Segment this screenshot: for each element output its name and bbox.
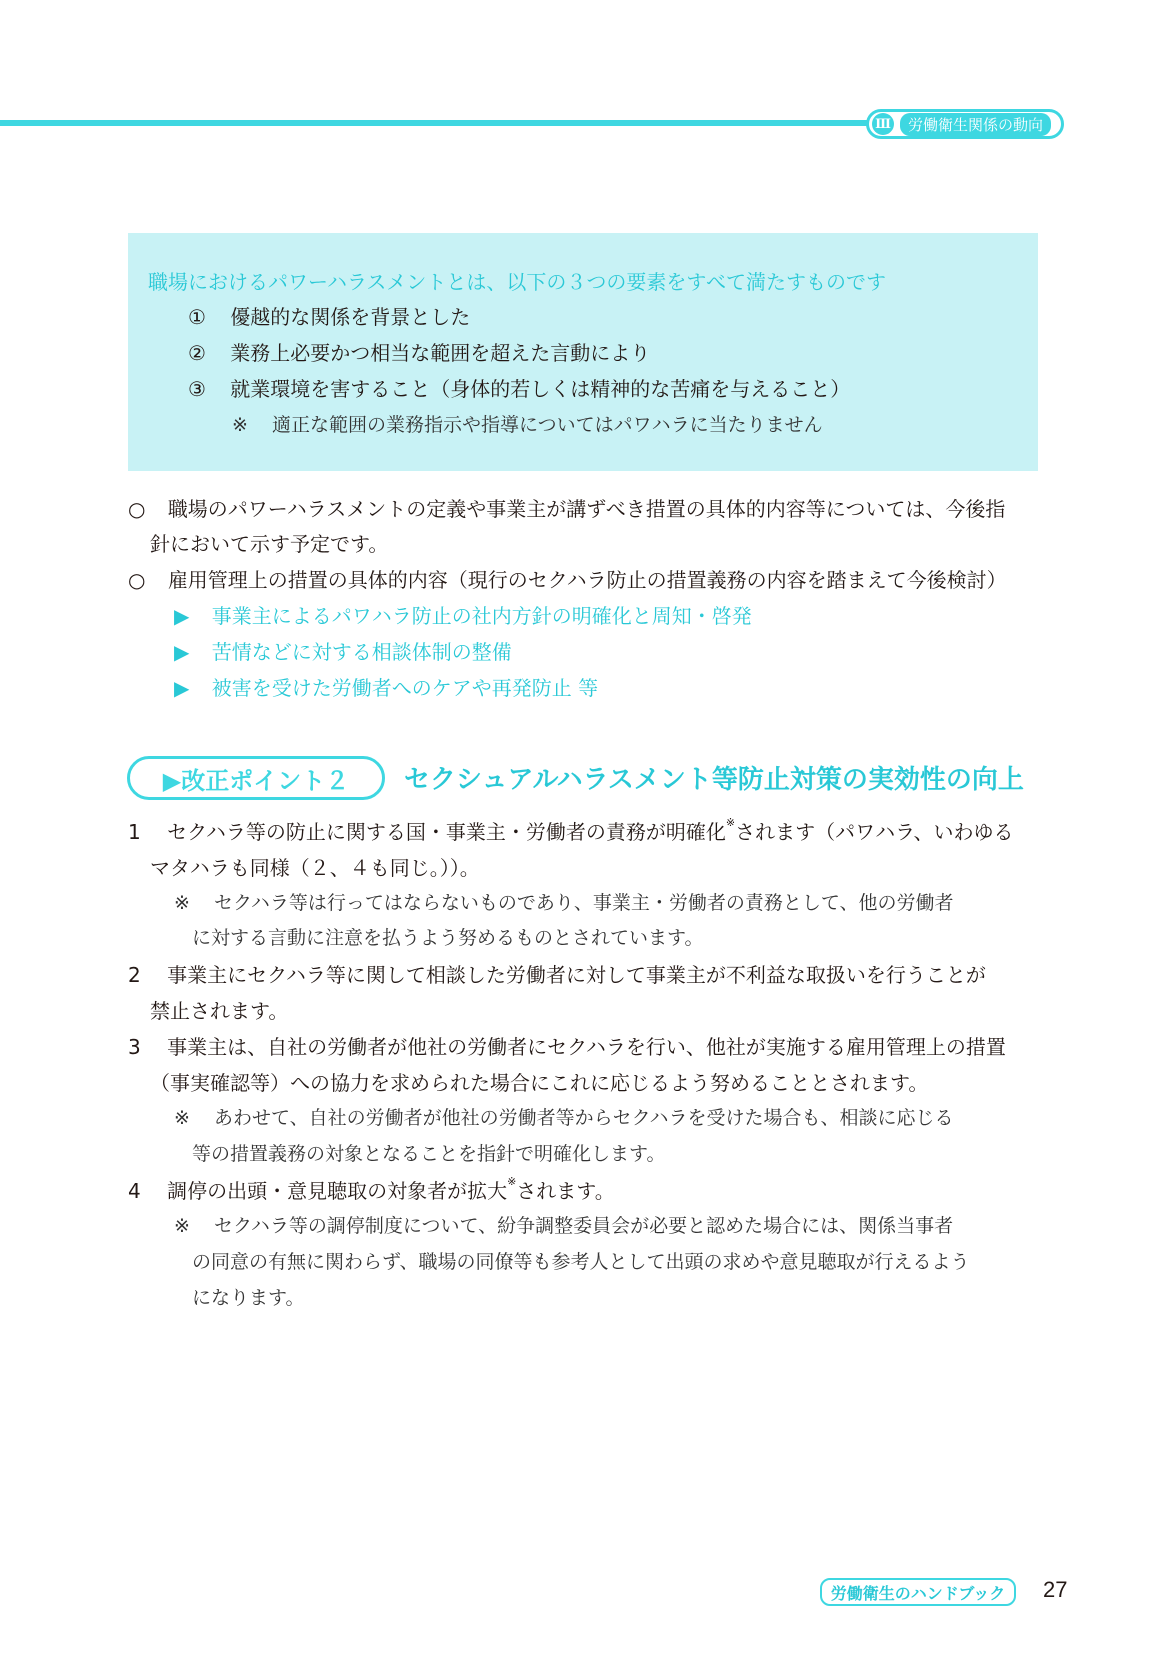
sub-bullet-text: 事業主によるパワハラ防止の社内方針の明確化と周知・啓発: [211, 604, 752, 628]
bullet-2: [128, 563, 1007, 597]
item-number: 4: [128, 1179, 141, 1203]
item-1: [128, 816, 1014, 845]
item-3-line-2: （事実確認等）への協力を求められた場合にこれに応じるよう努めることとされます。: [150, 1071, 929, 1095]
item-text: 優越的な関係を背景とした: [230, 305, 471, 329]
note-text: 適正な範囲の業務指示や指導についてはパワハラに当たりません: [271, 414, 823, 436]
chapter-badge: [866, 109, 1064, 139]
item-4-note-line-3: になります。: [192, 1287, 305, 1309]
bullet-text: 雇用管理上の措置の具体的内容（現行のセクハラ防止の措置義務の内容を踏まえて今後検討）: [167, 568, 1007, 592]
definition-item-2: [188, 337, 650, 366]
note-ref: ※: [725, 816, 736, 829]
note-ref: ※: [507, 1175, 517, 1188]
circle-bullet: ○: [128, 568, 146, 592]
note-text: セクハラ等は行ってはならないものであり、事業主・労働者の責務として、他の労働者: [213, 892, 954, 914]
bullet-1-line-2: 針において示す予定です。: [150, 532, 389, 556]
sub-bullet-text: 苦情などに対する相談体制の整備: [211, 640, 512, 664]
point-title: セクシュアルハラスメント等防止対策の実効性の向上: [404, 765, 1024, 795]
header-rule: [0, 120, 880, 126]
note-mark: ※: [174, 892, 190, 914]
item-2: [128, 959, 986, 988]
item-mark: ②: [188, 341, 206, 365]
item-4-note-line-2: の同意の有無に関わらず、職場の同僚等も参考人として出頭の求めや意見聴取が行えるよう: [192, 1251, 970, 1273]
item-3-note-line-2: 等の措置義務の対象となることを指針で明確化します。: [192, 1143, 666, 1165]
definition-title: 職場におけるパワーハラスメントとは、以下の３つの要素をすべて満たすものです: [148, 270, 886, 294]
sub-bullet-2: [174, 635, 512, 669]
item-1-note-line-2: に対する言動に注意を払うよう努めるものとされています。: [192, 927, 704, 949]
note-mark: ※: [232, 414, 248, 436]
definition-note: [232, 410, 823, 437]
item-text: されます（パワハラ、いわゆる: [735, 820, 1014, 844]
item-text: されます。: [516, 1179, 615, 1203]
item-text: 事業主は、自社の労働者が他社の労働者にセクハラを行い、他社が実施する雇用管理上の措置: [167, 1035, 1006, 1059]
circle-bullet: ○: [128, 497, 146, 521]
item-3-note: [174, 1103, 953, 1130]
item-number: 1: [128, 820, 141, 844]
item-mark: ③: [188, 377, 206, 401]
item-text: 業務上必要かつ相当な範囲を超えた言動により: [230, 341, 651, 365]
item-1-line-2: マタハラも同様（２、４も同じ。））。: [150, 856, 480, 880]
item-text: 調停の出頭・意見聴取の対象者が拡大: [167, 1179, 508, 1203]
definition-item-3: [188, 373, 850, 402]
triangle-icon: ▶: [174, 676, 190, 700]
page-number: 27: [1043, 1577, 1068, 1602]
bullet-text: 職場のパワーハラスメントの定義や事業主が講ずべき措置の具体的内容等については、今後指: [167, 497, 1006, 521]
triangle-icon: ▶: [174, 604, 190, 628]
item-4-note: [174, 1211, 953, 1238]
chapter-number: Ⅲ: [872, 113, 894, 135]
item-mark: ①: [188, 305, 206, 329]
item-1-note: [174, 888, 953, 915]
bullet-1: [128, 492, 1005, 526]
chapter-title: 労働衛生関係の動向: [900, 113, 1051, 136]
sub-bullet-1: [174, 599, 752, 633]
sub-bullet-text: 被害を受けた労働者へのケアや再発防止 等: [211, 676, 599, 700]
triangle-icon: ▶: [174, 640, 190, 664]
item-2-line-2: 禁止されます。: [150, 999, 289, 1023]
note-text: あわせて、自社の労働者が他社の労働者等からセクハラを受けた場合も、相談に応じる: [213, 1107, 954, 1129]
note-mark: ※: [174, 1107, 190, 1129]
sub-bullet-3: [174, 671, 598, 705]
point-label: ▶改正ポイント２: [127, 756, 385, 800]
note-text: セクハラ等の調停制度について、紛争調整委員会が必要と認めた場合には、関係当事者: [213, 1215, 954, 1237]
item-text: 就業環境を害すること（身体的若しくは精神的な苦痛を与えること）: [230, 377, 851, 401]
note-mark: ※: [174, 1215, 190, 1237]
item-4: [128, 1175, 615, 1204]
definition-item-1: [188, 301, 470, 330]
item-number: 3: [128, 1035, 141, 1059]
item-text: 事業主にセクハラ等に関して相談した労働者に対して事業主が不利益な取扱いを行うことが: [167, 963, 986, 987]
item-number: 2: [128, 963, 141, 987]
book-title-badge: 労働衛生のハンドブック: [820, 1578, 1016, 1606]
item-3: [128, 1031, 1006, 1060]
item-text: セクハラ等の防止に関する国・事業主・労働者の責務が明確化: [167, 820, 726, 844]
